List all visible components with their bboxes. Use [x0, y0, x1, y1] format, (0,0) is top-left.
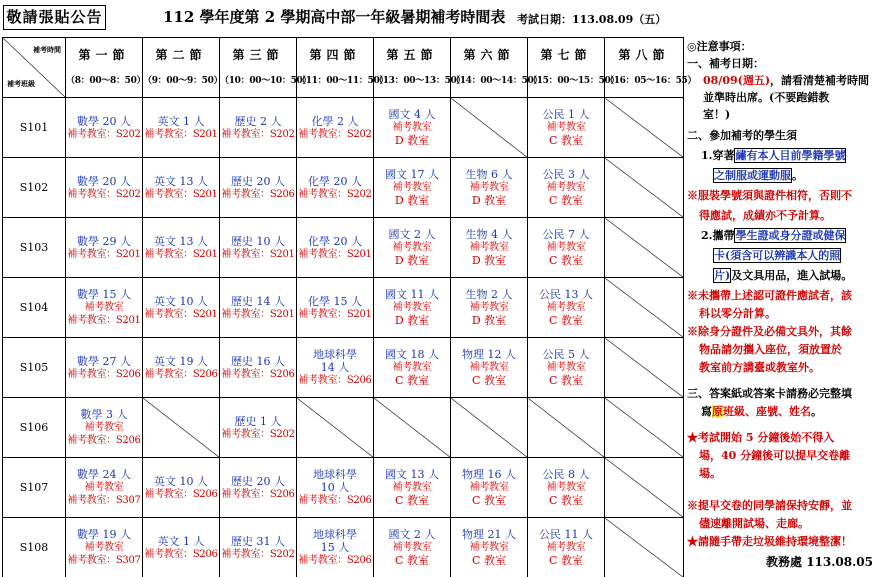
exam-slot [143, 278, 220, 338]
exam-slot [66, 278, 143, 338]
exam-room: 補考教室 [84, 302, 124, 313]
exam-slot [451, 338, 528, 398]
exam-room: 補考教室：S201 [144, 248, 218, 260]
exam-slot [220, 98, 297, 158]
period-name: 第二節 [155, 47, 207, 62]
exam-subject: 英文 1 人 [157, 114, 205, 128]
exam-room: 補考教室 [84, 422, 124, 433]
note-3-fields: 班級、座號、姓名 [723, 405, 811, 418]
exam-room: 補考教室 [392, 362, 432, 373]
corner-cell [3, 38, 66, 98]
exam-classroom: D 教室 [394, 194, 430, 207]
exam-slot [297, 518, 374, 577]
period-name: 第一節 [78, 47, 130, 62]
period-header-5 [374, 38, 466, 98]
exam-subject: 英文 13 人 [154, 234, 208, 248]
note-3-end: 。 [811, 405, 822, 418]
exam-classroom: D 教室 [394, 134, 430, 147]
notice-label: 敬請張貼公告 [3, 5, 106, 30]
exam-subject: 數學 3 人 [80, 408, 128, 421]
exam-slot [374, 338, 451, 398]
exam-room: 補考教室：S206 [144, 548, 218, 560]
exam-slot [66, 398, 143, 458]
exam-slot [374, 458, 451, 518]
exam-slot [220, 218, 297, 278]
exam-classroom: D 教室 [471, 194, 507, 207]
empty-slot [374, 398, 451, 458]
exam-subject: 物理 12 人 [462, 348, 516, 361]
exam-count: 15 人 [320, 541, 350, 554]
class-label: S108 [3, 518, 66, 577]
exam-room: 補考教室：S202 [67, 128, 141, 140]
exam-subject: 國文 4 人 [388, 108, 436, 121]
exam-slot [451, 158, 528, 218]
empty-slot [605, 398, 684, 458]
exam-classroom: C 教室 [549, 554, 583, 567]
exam-classroom: C 教室 [549, 194, 583, 207]
note-1-line-1 [687, 72, 875, 89]
exam-room: 補考教室：S206 [221, 488, 295, 500]
exam-room: 補考教室：S201 [221, 248, 295, 260]
exam-subject: 生物 6 人 [465, 168, 513, 181]
exam-room: 補考教室 [392, 542, 432, 553]
exam-room: 補考教室：S201 [298, 248, 372, 260]
period-name: 第七節 [540, 47, 592, 62]
exam-subject: 國文 18 人 [385, 348, 439, 361]
note-2-item-1 [687, 147, 875, 164]
class-label: S106 [3, 398, 66, 458]
exam-slot [297, 98, 374, 158]
exam-slot [451, 458, 528, 518]
empty-slot [605, 158, 684, 218]
exam-slot [143, 218, 220, 278]
exam-slot [66, 518, 143, 577]
exam-classroom: C 教室 [549, 374, 583, 387]
schedule-body [3, 98, 684, 577]
exam-room: 補考教室：S206 [298, 555, 372, 566]
class-label: S103 [3, 218, 66, 278]
exam-slot [451, 518, 528, 577]
notes-panel [687, 38, 875, 550]
period-header-4 [297, 38, 389, 98]
exam-room: 補考教室：S202 [221, 128, 295, 140]
exam-slot [143, 518, 220, 577]
exam-subject: 公民 11 人 [539, 528, 593, 541]
exam-room: 補考教室 [546, 122, 586, 133]
note-1-line-2: 並準時出席。(不要跑錯教 [703, 91, 830, 104]
empty-slot [528, 398, 605, 458]
exam-slot [143, 458, 220, 518]
empty-slot [605, 98, 684, 158]
exam-date: 考試日期：113.08.09（五） [517, 13, 667, 26]
exam-room: 補考教室：S206 [221, 188, 295, 200]
footer-signature: 教務處 113.08.05 [766, 555, 873, 569]
empty-slot [605, 518, 684, 577]
exam-room: 補考教室：S201 [144, 188, 218, 200]
exam-room: 補考教室：S202 [298, 128, 372, 140]
note-2-item-2-text: 學生證或身分證或健保 [735, 229, 846, 242]
note-1-text: ，請看清楚補考時間 [770, 74, 870, 87]
exam-classroom: C 教室 [472, 374, 506, 387]
star-note-1: ★考試開始 5 分鐘後始不得入 [687, 431, 835, 444]
notes-heading: ◎注意事項： [687, 40, 752, 53]
exam-subject: 英文 10 人 [154, 474, 208, 488]
exam-slot [374, 158, 451, 218]
exam-subject: 歷史 20 人 [231, 174, 285, 188]
early-leave-note-2: 儘速離開試場、走廊。 [699, 517, 809, 530]
exam-subject: 公民 3 人 [542, 168, 590, 181]
exam-slot [528, 518, 605, 577]
note-2-item-2-text3: 片) [714, 269, 731, 282]
exam-subject: 國文 13 人 [385, 468, 439, 481]
exam-slot [297, 278, 374, 338]
exam-subject: 歷史 16 人 [231, 354, 285, 368]
exam-room: 補考教室：S202 [298, 188, 372, 200]
early-leave-note-1: ※提早交卷的同學請保持安靜，並 [687, 499, 852, 512]
note-2-warn-2: 得應試，成績亦不予計算。 [699, 209, 831, 222]
class-label: S105 [3, 338, 66, 398]
period-time: （15：00～15：50） [528, 75, 620, 86]
period-header-8 [605, 38, 697, 98]
exam-slot [66, 218, 143, 278]
corner-class-label: 補考班級 [7, 79, 35, 88]
exam-slot [528, 98, 605, 158]
exam-room: 補考教室：S206 [144, 488, 218, 500]
exam-subject: 地球科學 [313, 468, 357, 481]
class-row [3, 338, 684, 398]
empty-slot [605, 278, 684, 338]
exam-room: 補考教室 [546, 482, 586, 493]
period-header-3 [220, 38, 312, 98]
exam-subject: 化學 2 人 [311, 114, 359, 128]
note-2-item-1-text2: 之制服或運動服 [714, 169, 791, 182]
exam-subject: 化學 15 人 [308, 294, 362, 308]
exam-room: 補考教室 [84, 542, 124, 553]
exam-room: 補考教室 [546, 362, 586, 373]
period-header-2 [143, 38, 223, 98]
empty-slot [143, 398, 220, 458]
period-name: 第五節 [386, 47, 438, 62]
star-note-3: 場。 [699, 467, 721, 480]
period-name: 第八節 [618, 47, 670, 62]
exam-classroom: C 教室 [395, 374, 429, 387]
period-header-1 [66, 38, 146, 98]
note-3-prefix: 寫 [701, 405, 712, 418]
exam-room: 補考教室：S206 [144, 368, 218, 380]
period-time: （8：00～8：50） [66, 75, 146, 86]
exam-subject: 英文 1 人 [157, 534, 205, 548]
exam-room-detail: 補考教室：S307 [67, 555, 141, 566]
period-time: （13：00～13：50） [374, 75, 466, 86]
class-row [3, 158, 684, 218]
exam-subject: 地球科學 [313, 528, 357, 541]
exam-room: 補考教室：S206 [67, 368, 141, 380]
exam-slot [220, 278, 297, 338]
exam-subject: 物理 16 人 [462, 468, 516, 481]
exam-classroom: C 教室 [472, 494, 506, 507]
exam-room: 補考教室 [469, 242, 509, 253]
exam-classroom: C 教室 [395, 494, 429, 507]
exam-subject: 地球科學 [313, 348, 357, 361]
exam-classroom: D 教室 [471, 314, 507, 327]
exam-classroom: D 教室 [394, 314, 430, 327]
exam-room: 補考教室：S206 [298, 375, 372, 386]
exam-slot [220, 338, 297, 398]
cleanup-note: ★請隨手帶走垃圾維持環境整潔！ [687, 535, 852, 548]
exam-count: 14 人 [320, 361, 350, 374]
exam-subject: 物理 21 人 [462, 528, 516, 541]
exam-subject: 國文 17 人 [385, 168, 439, 181]
note-2-warn-3: ※未攜帶上述認可證件應試者，該 [687, 289, 852, 302]
exam-slot [451, 278, 528, 338]
exam-subject: 國文 11 人 [385, 288, 439, 301]
note-2-warn-7: 教室前方講臺或教室外。 [699, 361, 820, 374]
exam-slot [220, 398, 297, 458]
exam-room: 補考教室 [469, 362, 509, 373]
exam-classroom: C 教室 [549, 134, 583, 147]
exam-room: 補考教室：S201 [144, 308, 218, 320]
empty-slot [605, 338, 684, 398]
exam-subject: 歷史 20 人 [231, 474, 285, 488]
period-header-row [3, 38, 684, 98]
exam-slot [66, 458, 143, 518]
exam-subject: 數學 24 人 [77, 468, 131, 481]
exam-room: 補考教室 [392, 482, 432, 493]
exam-subject: 化學 20 人 [308, 234, 362, 248]
class-label: S101 [3, 98, 66, 158]
exam-classroom: D 教室 [394, 254, 430, 267]
period-name: 第三節 [232, 47, 284, 62]
empty-slot [605, 458, 684, 518]
exam-subject: 化學 20 人 [308, 174, 362, 188]
note-1-title: 一、補考日期： [687, 57, 764, 70]
exam-subject: 數學 20 人 [77, 174, 131, 188]
exam-slot [528, 458, 605, 518]
period-header-7 [528, 38, 620, 98]
note-2-item-2-prefix: 2.攜帶 [701, 229, 735, 242]
exam-count: 10 人 [320, 481, 350, 494]
star-note-2: 場，40 分鐘後可以提早交卷離 [699, 449, 851, 462]
exam-subject: 數學 20 人 [77, 114, 131, 128]
exam-slot [374, 278, 451, 338]
exam-subject: 數學 19 人 [77, 528, 131, 541]
exam-subject: 歷史 31 人 [231, 534, 285, 548]
exam-slot [66, 158, 143, 218]
exam-subject: 公民 5 人 [542, 348, 590, 361]
exam-slot [297, 158, 374, 218]
class-row [3, 218, 684, 278]
exam-slot [220, 158, 297, 218]
exam-room-detail: 補考教室：S307 [67, 495, 141, 506]
note-2-warn-6: 物品請勿攜入座位，須放置於 [699, 343, 842, 356]
exam-room: 補考教室 [546, 302, 586, 313]
exam-subject: 英文 10 人 [154, 294, 208, 308]
class-row [3, 518, 684, 577]
exam-slot [528, 158, 605, 218]
exam-room: 補考教室：S206 [221, 368, 295, 380]
class-row [3, 278, 684, 338]
note-2-item-1-cont [687, 167, 875, 184]
exam-slot [297, 338, 374, 398]
exam-room: 補考教室：S201 [298, 308, 372, 320]
exam-classroom: C 教室 [549, 314, 583, 327]
note-2-item-2 [687, 227, 875, 244]
class-row [3, 398, 684, 458]
exam-room: 補考教室 [469, 482, 509, 493]
exam-slot [297, 218, 374, 278]
note-2-item-2-text2: 卡(須含可以辨識本人的照 [714, 249, 841, 262]
exam-room-detail: 補考教室：S206 [67, 435, 141, 446]
empty-slot [297, 398, 374, 458]
exam-room: 補考教室 [546, 182, 586, 193]
exam-subject: 公民 1 人 [542, 108, 590, 121]
note-3-line-2 [687, 403, 875, 420]
exam-classroom: C 教室 [395, 554, 429, 567]
exam-room-detail: 補考教室：S201 [67, 315, 141, 326]
note-2-item-1-prefix: 1.穿著 [701, 149, 735, 162]
exam-room: 補考教室 [392, 182, 432, 193]
note-1-line-3: 室！) [703, 108, 731, 121]
class-label: S104 [3, 278, 66, 338]
exam-slot [220, 458, 297, 518]
schedule-table [2, 37, 697, 577]
exam-subject: 數學 27 人 [77, 354, 131, 368]
note-2-warn-4: 科以零分計算。 [699, 307, 776, 320]
exam-slot [143, 98, 220, 158]
exam-room: 補考教室 [392, 302, 432, 313]
exam-slot [66, 98, 143, 158]
period-time: （14：00～14：50） [451, 75, 543, 86]
note-2-item-1-text: 繡有本人目前學籍學號 [735, 149, 846, 162]
exam-slot [374, 98, 451, 158]
exam-subject: 數學 15 人 [77, 288, 131, 301]
exam-subject: 數學 29 人 [77, 234, 131, 248]
note-2-item-2-line-3 [687, 267, 875, 284]
exam-room: 補考教室：S202 [221, 548, 295, 560]
period-name: 第六節 [463, 47, 515, 62]
note-3-line-1: 三、答案紙或答案卡請務必完整填 [687, 387, 852, 400]
exam-subject: 英文 13 人 [154, 174, 208, 188]
exam-subject: 歷史 2 人 [234, 114, 282, 128]
exam-room: 補考教室 [469, 302, 509, 313]
exam-subject: 歷史 14 人 [231, 294, 285, 308]
exam-slot [374, 218, 451, 278]
note-2-item-2-line-2 [687, 247, 875, 264]
exam-subject: 國文 2 人 [388, 528, 436, 541]
exam-slot [528, 218, 605, 278]
class-label: S107 [3, 458, 66, 518]
empty-slot [605, 218, 684, 278]
exam-classroom: D 教室 [471, 254, 507, 267]
exam-classroom: C 教室 [549, 494, 583, 507]
exam-subject: 歷史 10 人 [231, 234, 285, 248]
period-time: （16：05～16：55） [605, 75, 697, 86]
exam-room: 補考教室：S202 [67, 188, 141, 200]
period-time: （10：00～10：50） [220, 75, 312, 86]
period-header-6 [451, 38, 543, 98]
exam-room: 補考教室：S201 [221, 308, 295, 320]
exam-slot [451, 218, 528, 278]
note-2-title: 二、參加補考的學生須 [687, 129, 797, 142]
exam-subject: 公民 8 人 [542, 468, 590, 481]
empty-slot [451, 398, 528, 458]
exam-room: 補考教室 [546, 242, 586, 253]
exam-room: 補考教室：S201 [144, 128, 218, 140]
class-row [3, 98, 684, 158]
note-2-item-2-end: 及文具用品，進入試場。 [731, 269, 853, 282]
exam-subject: 公民 7 人 [542, 228, 590, 241]
exam-slot [528, 278, 605, 338]
exam-subject: 公民 13 人 [539, 288, 593, 301]
note-2-item-1-end: 。 [792, 169, 803, 182]
exam-classroom: C 教室 [472, 554, 506, 567]
class-label: S102 [3, 158, 66, 218]
note-2-warn-5: ※除身分證件及必備文具外，其餘 [687, 325, 852, 338]
exam-slot [66, 338, 143, 398]
period-time: （9：00～9：50） [143, 75, 223, 86]
exam-slot [297, 458, 374, 518]
period-name: 第四節 [309, 47, 361, 62]
note-1-date: 08/09(週五) [703, 74, 771, 87]
empty-slot [451, 98, 528, 158]
exam-slot [528, 338, 605, 398]
class-row [3, 458, 684, 518]
exam-slot [143, 338, 220, 398]
period-time: （11：00～11：50） [297, 75, 389, 86]
exam-slot [220, 518, 297, 577]
exam-subject: 生物 4 人 [465, 228, 513, 241]
note-2-warn-1: ※服裝學號須與證件相符，否則不 [687, 189, 852, 202]
exam-slot [143, 158, 220, 218]
exam-room: 補考教室 [546, 542, 586, 553]
exam-room: 補考教室：S206 [298, 495, 372, 506]
exam-room: 補考教室 [469, 542, 509, 553]
exam-room: 補考教室 [469, 182, 509, 193]
exam-classroom: C 教室 [549, 254, 583, 267]
page-title: 112 學年度第 2 學期高中部一年級暑期補考時間表 [163, 8, 506, 26]
exam-room: 補考教室：S201 [67, 248, 141, 260]
exam-subject: 英文 19 人 [154, 354, 208, 368]
corner-time-label: 補考時間 [33, 45, 61, 54]
exam-room: 補考教室：S202 [221, 428, 295, 440]
note-3-highlight: 原 [712, 405, 723, 418]
exam-slot [374, 518, 451, 577]
exam-subject: 國文 2 人 [388, 228, 436, 241]
exam-room: 補考教室 [392, 122, 432, 133]
exam-subject: 歷史 1 人 [234, 414, 282, 428]
exam-subject: 生物 2 人 [465, 288, 513, 301]
exam-room: 補考教室 [84, 482, 124, 493]
exam-room: 補考教室 [392, 242, 432, 253]
